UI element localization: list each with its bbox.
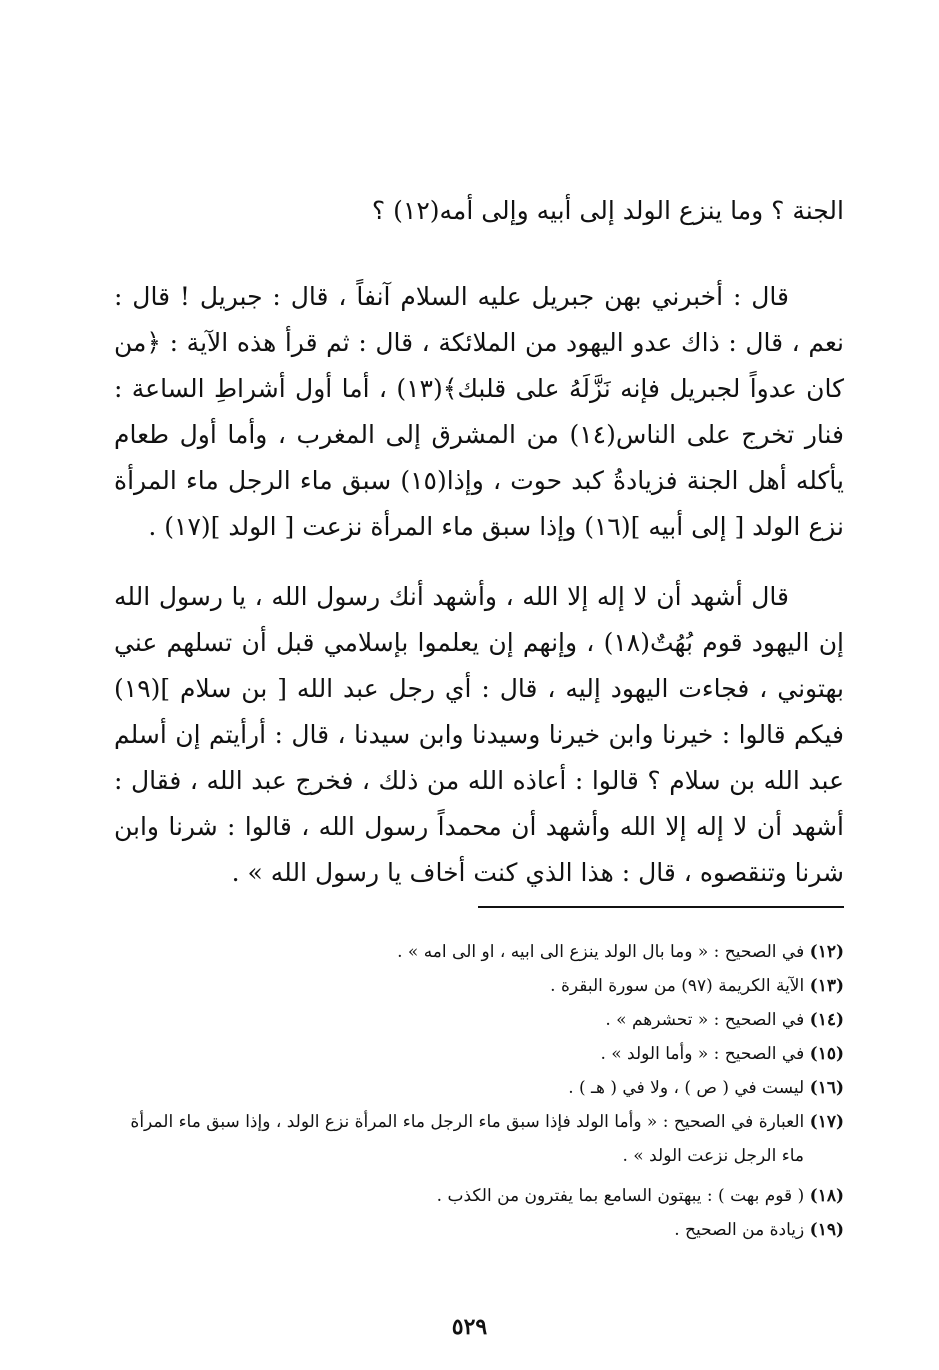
- paragraph-jibril: قال : أخبرني بهن جبريل عليه السلام آنفاً ، قال : جبريل ! قال : نعم ، قال : ذاك عدو اليهود من الملائكة ، قال : ثم قرأ هذه الآية : ﴿من كان عدواً لجبريل فإنه نَزَّلَهُ على قلبك﴾(١٣) ، أما أول أشراطِ الساعة : فنار تخرج على الناس(١٤) من المشرق إلى المغرب ، وأما أول طعام يأكله أهل الجنة فزيادةُ كبد حوت ، وإذا(١٥) سبق ماء الرجل ماء المرأة نزع الولد [ إلى أبيه ](١٦) وإذا سبق ماء المرأة نزعت [ الولد ](١٧) .: [114, 282, 845, 541]
- footnote-16: [104, 1071, 844, 1105]
- footnote-15: [104, 1037, 844, 1071]
- footnote-text: في الصحيح : « وأما الولد » .: [600, 1044, 805, 1064]
- footnote-number: (١٣): [809, 976, 844, 996]
- footnote-number: (١٥): [809, 1044, 844, 1064]
- footnote-text: زيادة من الصحيح .: [674, 1220, 805, 1240]
- paragraph-continuation: الجنة ؟ وما ينزع الولد إلى أبيه وإلى أمه(١٢) ؟: [371, 196, 844, 225]
- footnote-number: (١٧): [809, 1112, 844, 1132]
- footnote-text: في الصحيح : « وما بال الولد ينزع الى ابيه ، او الى امه » .: [397, 942, 805, 962]
- page-number: ٥٢٩: [451, 1314, 488, 1340]
- footnote-text: ليست في ( ص ) ، ولا في ( هـ ) .: [568, 1078, 805, 1098]
- footnote-number: (١٨): [809, 1186, 844, 1206]
- footnote-13: [104, 969, 844, 1003]
- footnote-number: (١٢): [809, 942, 844, 962]
- footnote-text: في الصحيح : « تحشرهم » .: [605, 1010, 805, 1030]
- footnote-14: [104, 1003, 844, 1037]
- footnote-number: (١٦): [809, 1078, 844, 1098]
- footnote-number: (١٩): [809, 1220, 844, 1240]
- footnote-text: الآية الكريمة (٩٧) من سورة البقرة .: [550, 976, 805, 996]
- footnote-17: [104, 1105, 844, 1173]
- footnote-18: [104, 1179, 844, 1213]
- footnote-number: (١٤): [809, 1010, 844, 1030]
- footnote-separator: [478, 906, 844, 908]
- footnote-12: [104, 935, 844, 969]
- footnote-text: ( قوم بهت ) : يبهتون السامع بما يفترون من الكذب .: [436, 1186, 805, 1206]
- footnotes: [104, 935, 844, 1247]
- footnote-19: [104, 1213, 844, 1247]
- footnote-text: العبارة في الصحيح : « وأما الولد فإذا سبق ماء الرجل ماء المرأة نزع الولد ، وإذا سبق ماء المرأة ماء الرجل نزعت الولد » .: [130, 1112, 805, 1166]
- paragraph-shahada: قال أشهد أن لا إله إلا الله ، وأشهد أنك رسول الله ، يا رسول الله إن اليهود قوم بُهُتٌ(١٨) ، وإنهم إن يعلموا بإسلامي قبل أن تسلهم عني بهتوني ، فجاءت اليهود إليه ، قال : أي رجل عبد الله [ بن سلام ](١٩) فيكم قالوا : خيرنا وابن خيرنا وسيدنا وابن سيدنا ، قال : أرأيتم إن أسلم عبد الله بن سلام ؟ قالوا : أعاذه الله من ذلك ، فخرج عبد الله ، فقال : أشهد أن لا إله إلا الله وأشهد أن محمداً رسول الله ، قالوا : شرنا وابن شرنا وتنقصوه ، قال : هذا الذي كنت أخاف يا رسول الله » .: [114, 582, 845, 887]
